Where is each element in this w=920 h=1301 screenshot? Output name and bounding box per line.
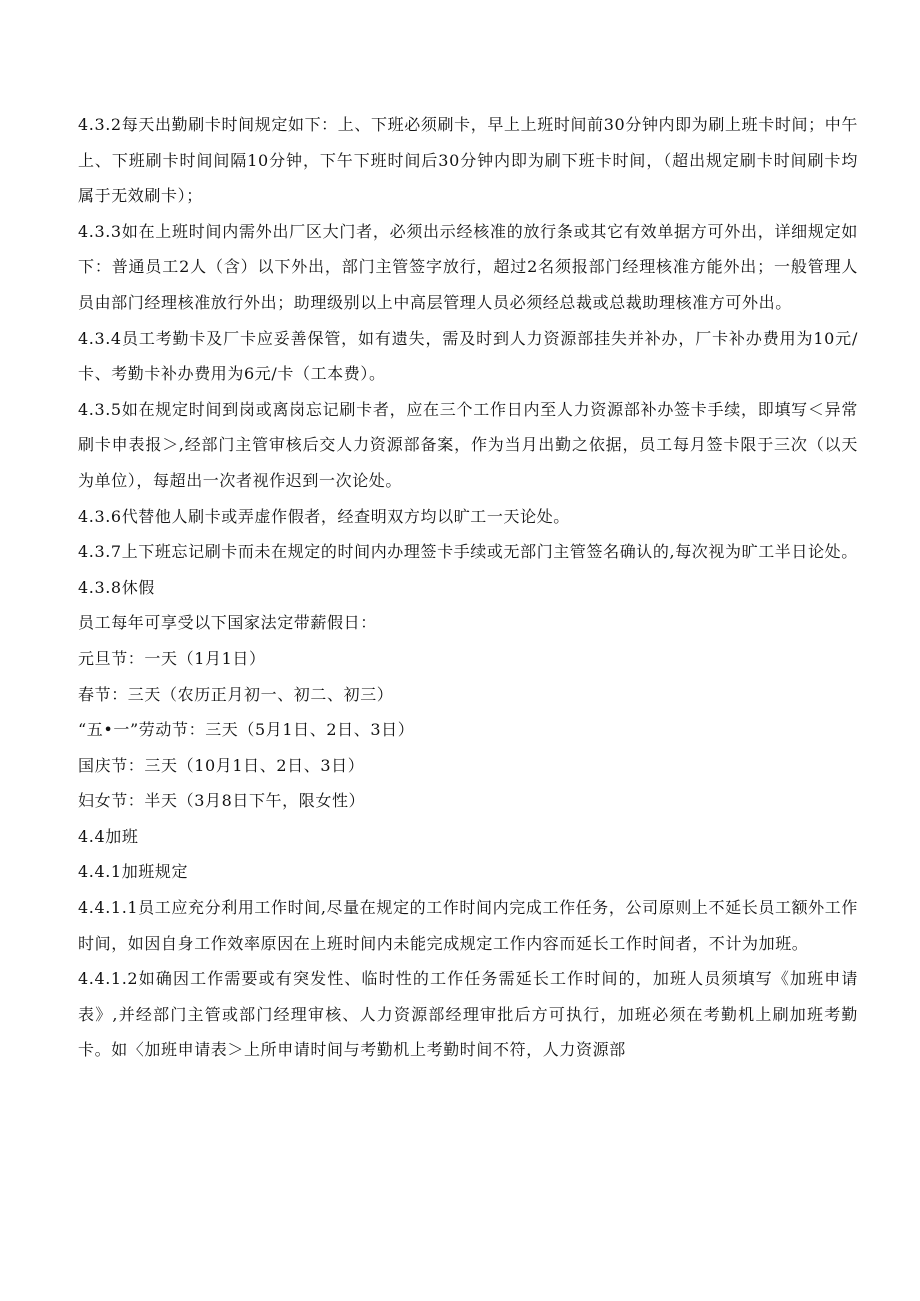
paragraph-4-3-4: 4.3.4员工考勤卡及厂卡应妥善保管，如有遗失，需及时到人力资源部挂失并补办，厂卡补办费用为10元/卡、考勤卡补办费用为6元/卡（工本费）。 (78, 328, 858, 384)
holiday-womens-day: 妇女节：半天（3月8日下午，限女性） (78, 791, 366, 811)
paragraph-4-3-2: 4.3.2每天出勤刷卡时间规定如下：上、下班必须刷卡，早上上班时间前30分钟内即为刷上班卡时间；中午上、下班刷卡时间间隔10分钟，下午下班时间后30分钟内即为刷下班卡时间，（超出规定刷卡时间刷卡均属于无效刷卡）； (78, 115, 858, 206)
paragraph-4-4-1-2: 4.4.1.2如确因工作需要或有突发性、临时性的工作任务需延长工作时间的，加班人员须填写《加班申请表》,并经部门主管或部门经理审核、人力资源部经理审批后方可执行，加班必须在考勤机上刷加班考勤卡。如〈加班申请表＞上所申请时间与考勤机上考勤时间不符，人力资源部 (78, 969, 858, 1060)
document-body (78, 107, 858, 1068)
holiday-new-year: 元旦节：一天（1月1日） (78, 648, 266, 668)
holiday-national-day: 国庆节：三天（10月1日、2日、3日） (78, 755, 365, 775)
section-heading-4-4-1: 4.4.1加班规定 (78, 862, 189, 882)
paragraph-4-4-1-1: 4.4.1.1员工应充分利用工作时间,尽量在规定的工作时间内完成工作任务，公司原则上不延长员工额外工作时间，如因自身工作效率原因在上班时间内未能完成规定工作内容而延长工作时间者，不计为加班。 (78, 898, 858, 953)
paragraph-4-3-6: 4.3.6代替他人刷卡或弄虚作假者，经查明双方均以旷工一天论处。 (78, 506, 570, 526)
paragraph-4-3-3: 4.3.3如在上班时间内需外出厂区大门者，必须出示经核准的放行条或其它有效单据方可外出，详细规定如下：普通员工2人（含）以下外出，部门主管签字放行，超过2名须报部门经理核准方能外出；一般管理人员由部门经理核准放行外出；助理级别以上中高层管理人员必须经总裁或总裁助理核准方可外出。 (78, 221, 858, 312)
holiday-intro: 员工每年可享受以下国家法定带薪假日： (78, 613, 377, 633)
section-heading-4-3-8: 4.3.8休假 (78, 577, 155, 597)
holiday-spring-festival: 春节：三天（农历正月初一、初二、初三） (78, 684, 394, 704)
paragraph-4-3-7: 4.3.7上下班忘记刷卡而未在规定的时间内办理签卡手续或无部门主管签名确认的,每次视为旷工半日论处。 (78, 542, 858, 562)
paragraph-4-3-5: 4.3.5如在规定时间到岗或离岗忘记刷卡者，应在三个工作日内至人力资源部补办签卡手续，即填写＜异常刷卡申表报＞,经部门主管审核后交人力资源部备案，作为当月出勤之依据，员工每月签卡限于三次（以天为单位），每超出一次者视作迟到一次论处。 (78, 399, 858, 490)
holiday-labor-day: “五•一”劳动节：三天（5月1日、2日、3日） (78, 720, 415, 740)
section-heading-4-4: 4.4加班 (78, 826, 139, 846)
